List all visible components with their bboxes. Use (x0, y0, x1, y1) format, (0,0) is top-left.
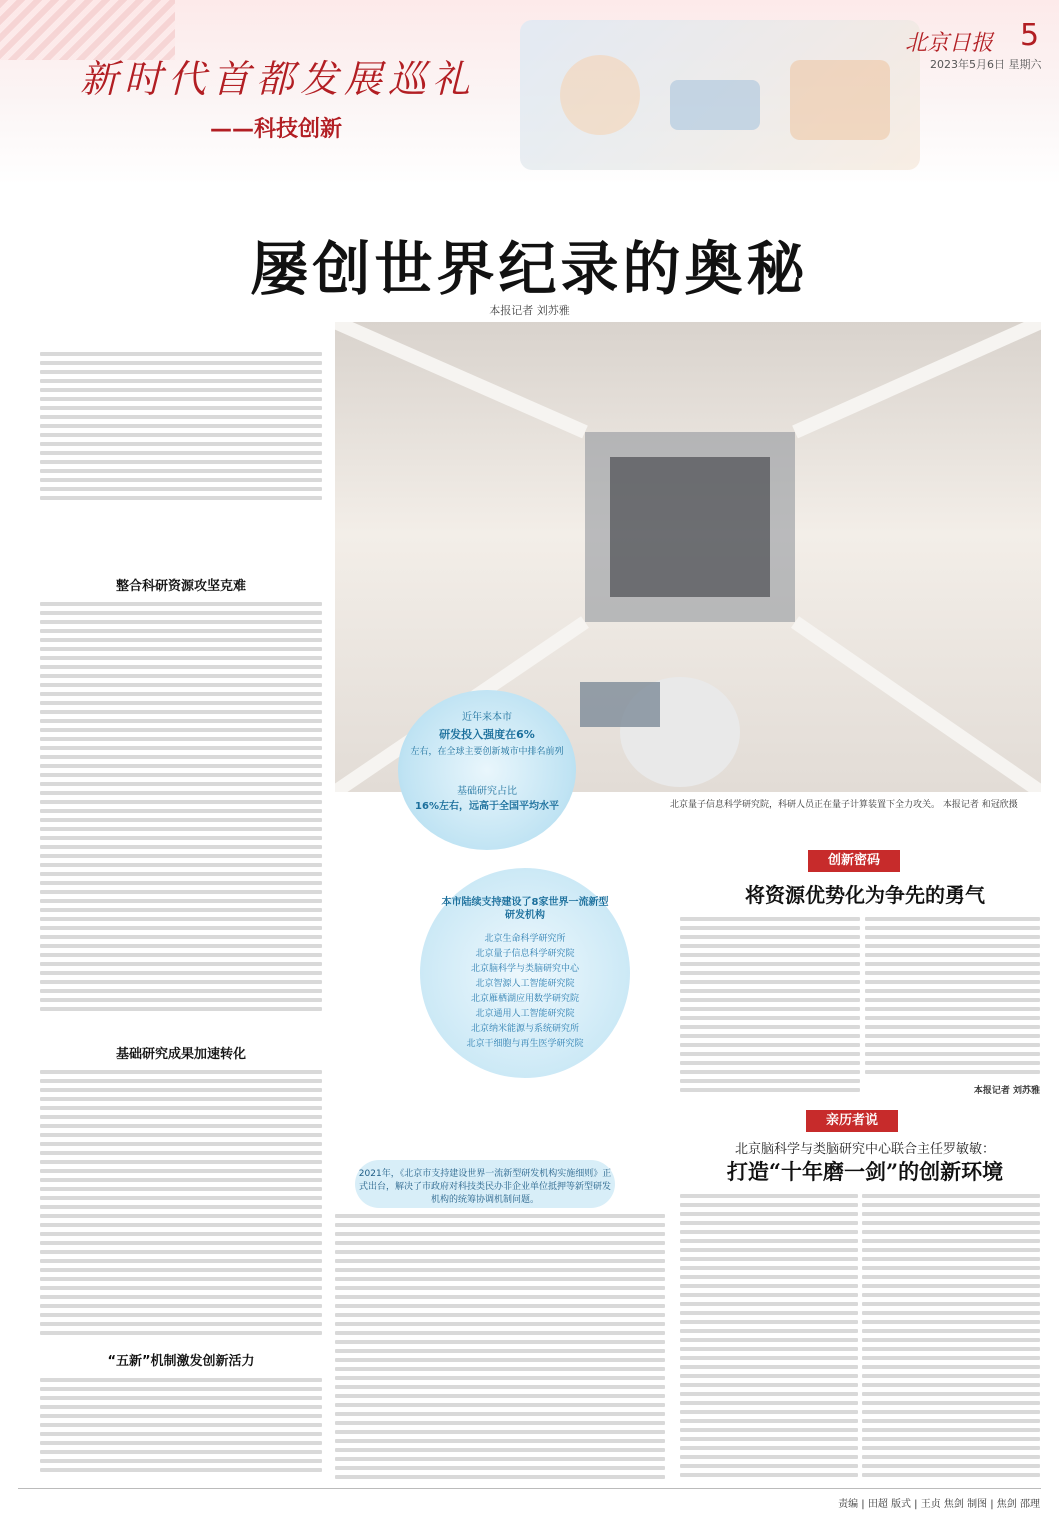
text-line-placeholder (680, 1257, 858, 1261)
text-line-placeholder (40, 1007, 322, 1011)
text-line-placeholder (335, 1475, 665, 1479)
text-line-placeholder (40, 719, 322, 723)
text-line-placeholder (680, 1275, 858, 1279)
text-line-placeholder (862, 1320, 1040, 1324)
text-line-placeholder (865, 1070, 1040, 1074)
text-line-placeholder (40, 962, 322, 966)
text-line-placeholder (335, 1232, 665, 1236)
text-line-placeholder (680, 935, 860, 939)
text-line-placeholder (335, 1412, 665, 1416)
series-title: 新时代首都发展巡礼 (80, 57, 477, 101)
text-line-placeholder (680, 980, 860, 984)
stats-callout (398, 690, 576, 850)
text-line-placeholder (40, 442, 322, 446)
text-line-placeholder (335, 1448, 665, 1452)
text-line-placeholder (40, 1196, 322, 1200)
text-line-placeholder (40, 1115, 322, 1119)
text-line-placeholder (680, 1437, 858, 1441)
text-line-placeholder (862, 1302, 1040, 1306)
text-line-placeholder (680, 1284, 858, 1288)
text-line-placeholder (335, 1385, 665, 1389)
text-line-placeholder (40, 487, 322, 491)
text-line-placeholder (680, 962, 860, 966)
text-line-placeholder (40, 496, 322, 500)
text-line-placeholder (862, 1239, 1040, 1243)
text-line-placeholder (40, 638, 322, 642)
text-line-placeholder (40, 935, 322, 939)
text-line-placeholder (335, 1439, 665, 1443)
text-line-placeholder (680, 1088, 860, 1092)
text-line-placeholder (40, 1151, 322, 1155)
text-line-placeholder (680, 971, 860, 975)
text-line-placeholder (862, 1383, 1040, 1387)
text-line-placeholder (865, 1061, 1040, 1065)
text-line-placeholder (40, 1378, 322, 1382)
text-line-placeholder (40, 469, 322, 473)
stats-line-1: 近年来本市 (462, 712, 512, 723)
text-line-placeholder (40, 1441, 322, 1445)
text-line-placeholder (862, 1428, 1040, 1432)
text-line-placeholder (40, 863, 322, 867)
text-line-placeholder (680, 1464, 858, 1468)
text-line-placeholder (40, 1088, 322, 1092)
text-line-placeholder (862, 1329, 1040, 1333)
text-line-placeholder (862, 1347, 1040, 1351)
text-line-placeholder (680, 1203, 858, 1207)
series-subtitle: ——科技创新 (210, 117, 343, 142)
text-line-placeholder (862, 1338, 1040, 1342)
text-line-placeholder (865, 1016, 1040, 1020)
text-line-placeholder (40, 1259, 322, 1263)
text-line-placeholder (335, 1286, 665, 1290)
text-line-placeholder (40, 872, 322, 876)
text-line-placeholder (335, 1376, 665, 1380)
text-line-placeholder (40, 926, 322, 930)
text-line-placeholder (40, 433, 322, 437)
publication-date: 2023年5月6日 星期六 (930, 58, 1042, 71)
text-line-placeholder (680, 1392, 858, 1396)
text-line-placeholder (335, 1277, 665, 1281)
text-line-placeholder (680, 1347, 858, 1351)
text-line-placeholder (680, 1025, 860, 1029)
stats-line-4: 基础研究占比 (457, 786, 517, 797)
text-line-placeholder (865, 971, 1040, 975)
text-line-placeholder (40, 989, 322, 993)
institutes-list (440, 932, 610, 1052)
institute-item: 北京生命科学研究所 (484, 934, 566, 944)
text-line-placeholder (865, 989, 1040, 993)
text-line-placeholder (40, 674, 322, 678)
text-line-placeholder (862, 1221, 1040, 1225)
text-line-placeholder (40, 1450, 322, 1454)
text-line-placeholder (40, 701, 322, 705)
text-line-placeholder (865, 962, 1040, 966)
text-line-placeholder (40, 1387, 322, 1391)
institute-item: 北京量子信息科学研究院 (475, 949, 575, 959)
page-number: 5 (1020, 18, 1040, 53)
text-line-placeholder (862, 1257, 1040, 1261)
article-headline: 屡创世界纪录的奥秘 (250, 235, 809, 303)
text-line-placeholder (680, 1007, 860, 1011)
text-line-placeholder (862, 1212, 1040, 1216)
text-line-placeholder (862, 1356, 1040, 1360)
text-line-placeholder (862, 1437, 1040, 1441)
text-line-placeholder (680, 1212, 858, 1216)
feature-headline-1: 将资源优势化为争先的勇气 (745, 883, 985, 907)
text-line-placeholder (680, 1016, 860, 1020)
text-line-placeholder (865, 1052, 1040, 1056)
text-line-placeholder (40, 460, 322, 464)
text-line-placeholder (680, 1311, 858, 1315)
text-line-placeholder (40, 1205, 322, 1209)
text-line-placeholder (335, 1259, 665, 1263)
text-line-placeholder (40, 379, 322, 383)
text-line-placeholder (40, 800, 322, 804)
text-line-placeholder (680, 1428, 858, 1432)
text-line-placeholder (680, 989, 860, 993)
tech-illustration (520, 20, 920, 170)
newspaper-name: 北京日报 (905, 31, 994, 56)
institute-item: 北京干细胞与再生医学研究院 (466, 1039, 584, 1049)
text-line-placeholder (40, 737, 322, 741)
text-line-placeholder (680, 1455, 858, 1459)
text-line-placeholder (40, 1295, 322, 1299)
text-line-placeholder (335, 1322, 665, 1326)
text-line-placeholder (40, 1304, 322, 1308)
text-line-placeholder (40, 1268, 322, 1272)
text-line-placeholder (40, 1250, 322, 1254)
text-line-placeholder (680, 1356, 858, 1360)
text-line-placeholder (680, 1230, 858, 1234)
section-heading-1: 整合科研资源攻坚克难 (115, 579, 246, 594)
text-line-placeholder (40, 352, 322, 356)
caption-text: 北京量子信息科学研究院，科研人员正在量子计算装置下全力攻关。 (670, 800, 941, 810)
text-line-placeholder (862, 1275, 1040, 1279)
text-line-placeholder (40, 629, 322, 633)
feature2-column-2 (862, 1192, 1040, 1480)
text-line-placeholder (680, 1374, 858, 1378)
text-line-placeholder (40, 728, 322, 732)
section-heading-2: 基础研究成果加速转化 (115, 1047, 246, 1062)
text-line-placeholder (335, 1349, 665, 1353)
text-line-placeholder (862, 1230, 1040, 1234)
text-line-placeholder (40, 451, 322, 455)
text-line-placeholder (680, 1194, 858, 1198)
text-line-placeholder (865, 1043, 1040, 1047)
text-line-placeholder (40, 1160, 322, 1164)
text-line-placeholder (335, 1340, 665, 1344)
feature-tag-1: 创新密码 (808, 850, 900, 872)
text-line-placeholder (40, 899, 322, 903)
text-line-placeholder (680, 1401, 858, 1405)
text-line-placeholder (40, 890, 322, 894)
illustration-graphic (520, 20, 920, 170)
text-line-placeholder (862, 1419, 1040, 1423)
text-line-placeholder (40, 1468, 322, 1472)
text-line-placeholder (335, 1421, 665, 1425)
text-line-placeholder (40, 845, 322, 849)
text-line-placeholder (680, 953, 860, 957)
text-line-placeholder (40, 1241, 322, 1245)
text-line-placeholder (680, 1221, 858, 1225)
text-line-placeholder (680, 1419, 858, 1423)
text-line-placeholder (865, 944, 1040, 948)
text-line-placeholder (40, 1396, 322, 1400)
text-line-placeholder (680, 1293, 858, 1297)
text-line-placeholder (40, 1169, 322, 1173)
text-line-placeholder (40, 1070, 322, 1074)
institute-item: 北京纳米能源与系统研究所 (470, 1024, 579, 1034)
institute-item: 北京脑科学与类脑研究中心 (470, 964, 579, 974)
text-line-placeholder (40, 1277, 322, 1281)
text-line-placeholder (40, 665, 322, 669)
text-line-placeholder (40, 1459, 322, 1463)
text-line-placeholder (40, 1097, 322, 1101)
text-line-placeholder (40, 370, 322, 374)
text-line-placeholder (335, 1466, 665, 1470)
text-line-placeholder (865, 980, 1040, 984)
text-line-placeholder (862, 1293, 1040, 1297)
text-line-placeholder (865, 917, 1040, 921)
text-line-placeholder (680, 998, 860, 1002)
text-line-placeholder (680, 1034, 860, 1038)
institute-item: 北京智源人工智能研究院 (475, 979, 575, 989)
text-line-placeholder (865, 1034, 1040, 1038)
text-line-placeholder (335, 1250, 665, 1254)
feature2-column-1 (680, 1192, 858, 1480)
text-line-placeholder (865, 926, 1040, 930)
text-line-placeholder (40, 397, 322, 401)
text-line-placeholder (335, 1331, 665, 1335)
feature1-column-2 (865, 915, 1040, 1075)
text-line-placeholder (862, 1284, 1040, 1288)
text-line-placeholder (862, 1365, 1040, 1369)
text-line-placeholder (335, 1295, 665, 1299)
text-line-placeholder (680, 1248, 858, 1252)
text-line-placeholder (40, 944, 322, 948)
stats-line-5: 16%左右，远高于全国平均水平 (415, 801, 559, 812)
body-column-3 (40, 1376, 322, 1481)
text-line-placeholder (865, 998, 1040, 1002)
text-line-placeholder (680, 1473, 858, 1477)
text-line-placeholder (40, 647, 322, 651)
feature-headline-2: 打造“十年磨一剑”的创新环境 (726, 1159, 1004, 1184)
body-column-2 (40, 1068, 322, 1338)
text-line-placeholder (40, 683, 322, 687)
text-line-placeholder (40, 980, 322, 984)
photographer-credit: 本报记者 和冠欣摄 (942, 800, 1018, 810)
text-line-placeholder (40, 388, 322, 392)
text-line-placeholder (40, 1414, 322, 1418)
text-line-placeholder (40, 809, 322, 813)
text-line-placeholder (862, 1392, 1040, 1396)
feature1-column-1 (680, 915, 860, 1095)
text-line-placeholder (335, 1223, 665, 1227)
text-line-placeholder (680, 1383, 858, 1387)
text-line-placeholder (680, 1320, 858, 1324)
text-line-placeholder (40, 1232, 322, 1236)
text-line-placeholder (865, 935, 1040, 939)
text-line-placeholder (40, 854, 322, 858)
policy-footnote: 2021年，《北京市支持建设世界一流新型研发机构实施细则》正式出台，解决了市政府对科技类民办非企业单位抵押等新型研发机构的统筹协调机制问题。 (355, 1160, 615, 1208)
institute-item: 北京通用人工智能研究院 (475, 1009, 575, 1019)
text-line-placeholder (680, 1061, 860, 1065)
text-line-placeholder (865, 1025, 1040, 1029)
text-line-placeholder (335, 1367, 665, 1371)
text-line-placeholder (40, 1423, 322, 1427)
institutes-title: 本市陆续支持建设了8家世界一流新型研发机构 (441, 897, 609, 921)
text-line-placeholder (40, 818, 322, 822)
text-line-placeholder (40, 415, 322, 419)
text-line-placeholder (680, 1446, 858, 1450)
text-line-placeholder (40, 656, 322, 660)
text-line-placeholder (680, 1052, 860, 1056)
feature2-kicker: 北京脑科学与类脑研究中心联合主任罗敏敏： (734, 1142, 995, 1157)
text-line-placeholder (862, 1446, 1040, 1450)
text-line-placeholder (40, 827, 322, 831)
text-line-placeholder (40, 1313, 322, 1317)
text-line-placeholder (680, 1043, 860, 1047)
text-line-placeholder (680, 944, 860, 948)
text-line-placeholder (862, 1401, 1040, 1405)
text-line-placeholder (335, 1358, 665, 1362)
text-line-placeholder (40, 478, 322, 482)
text-line-placeholder (40, 406, 322, 410)
text-line-placeholder (335, 1268, 665, 1272)
text-line-placeholder (40, 1106, 322, 1110)
text-line-placeholder (862, 1266, 1040, 1270)
text-line-placeholder (680, 1338, 858, 1342)
feature-tag-2: 亲历者说 (806, 1110, 898, 1132)
text-line-placeholder (680, 1410, 858, 1414)
footer-rule (18, 1488, 1041, 1489)
text-line-placeholder (862, 1194, 1040, 1198)
text-line-placeholder (40, 773, 322, 777)
institute-item: 北京雁栖湖应用数学研究院 (470, 994, 579, 1004)
text-line-placeholder (40, 602, 322, 606)
text-line-placeholder (335, 1457, 665, 1461)
text-line-placeholder (40, 1286, 322, 1290)
body-column-4 (335, 1212, 665, 1482)
text-line-placeholder (335, 1304, 665, 1308)
stats-line-2: 研发投入强度在6% (439, 728, 535, 741)
text-line-placeholder (40, 1142, 322, 1146)
text-line-placeholder (40, 1331, 322, 1335)
text-line-placeholder (40, 782, 322, 786)
text-line-placeholder (40, 361, 322, 365)
text-line-placeholder (40, 1124, 322, 1128)
text-line-placeholder (40, 1079, 322, 1083)
text-line-placeholder (680, 1079, 860, 1083)
text-line-placeholder (862, 1464, 1040, 1468)
stats-line-3: 左右，在全球主要创新城市中排名前列 (410, 747, 564, 757)
text-line-placeholder (40, 953, 322, 957)
text-line-placeholder (680, 1239, 858, 1243)
text-line-placeholder (40, 1322, 322, 1326)
text-line-placeholder (40, 1214, 322, 1218)
text-line-placeholder (862, 1311, 1040, 1315)
text-line-placeholder (335, 1313, 665, 1317)
text-line-placeholder (40, 791, 322, 795)
text-line-placeholder (40, 1432, 322, 1436)
text-line-placeholder (680, 926, 860, 930)
text-line-placeholder (680, 1302, 858, 1306)
text-line-placeholder (40, 836, 322, 840)
text-line-placeholder (862, 1374, 1040, 1378)
text-line-placeholder (862, 1410, 1040, 1414)
text-line-placeholder (335, 1241, 665, 1245)
photo-caption (670, 797, 1040, 810)
text-line-placeholder (40, 692, 322, 696)
text-line-placeholder (40, 611, 322, 615)
text-line-placeholder (40, 424, 322, 428)
text-line-placeholder (40, 1187, 322, 1191)
text-line-placeholder (862, 1203, 1040, 1207)
lede-text-block (40, 350, 322, 508)
text-line-placeholder (862, 1248, 1040, 1252)
text-line-placeholder (40, 1223, 322, 1227)
text-line-placeholder (680, 1329, 858, 1333)
text-line-placeholder (862, 1473, 1040, 1477)
text-line-placeholder (40, 1133, 322, 1137)
text-line-placeholder (40, 1405, 322, 1409)
text-line-placeholder (40, 908, 322, 912)
header-banner (0, 0, 1059, 185)
text-line-placeholder (865, 953, 1040, 957)
text-line-placeholder (335, 1394, 665, 1398)
text-line-placeholder (680, 1070, 860, 1074)
feature1-byline: 本报记者 刘苏雅 (973, 1086, 1040, 1096)
text-line-placeholder (40, 710, 322, 714)
text-line-placeholder (862, 1455, 1040, 1459)
text-line-placeholder (40, 881, 322, 885)
text-line-placeholder (865, 1007, 1040, 1011)
text-line-placeholder (40, 1178, 322, 1182)
text-line-placeholder (680, 917, 860, 921)
text-line-placeholder (40, 746, 322, 750)
text-line-placeholder (680, 1266, 858, 1270)
text-line-placeholder (40, 917, 322, 921)
text-line-placeholder (40, 755, 322, 759)
text-line-placeholder (680, 1365, 858, 1369)
text-line-placeholder (335, 1430, 665, 1434)
institutes-callout (420, 868, 630, 1078)
section-heading-3: “五新”机制激发创新活力 (107, 1354, 255, 1369)
text-line-placeholder (335, 1214, 665, 1218)
text-line-placeholder (40, 620, 322, 624)
text-line-placeholder (40, 998, 322, 1002)
text-line-placeholder (40, 764, 322, 768)
text-line-placeholder (335, 1403, 665, 1407)
article-byline: 本报记者 刘苏雅 (489, 304, 570, 317)
body-column-1 (40, 600, 322, 1020)
editorial-credit: 责编 | 田超 版式 | 王贞 焦剑 制图 | 焦剑 邵理 (838, 1499, 1040, 1510)
text-line-placeholder (40, 971, 322, 975)
